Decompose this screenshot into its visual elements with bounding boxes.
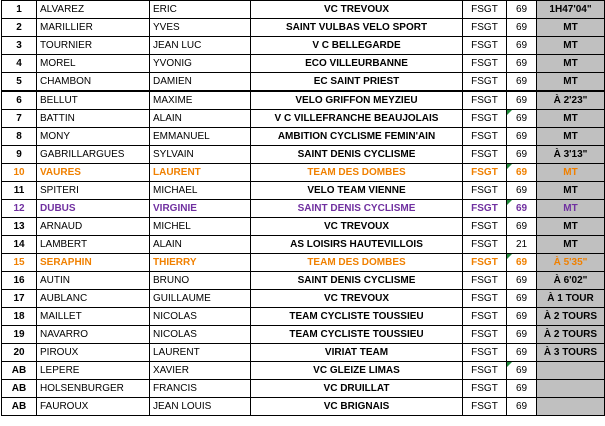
time-cell: MT: [537, 182, 605, 200]
rank-cell: AB: [2, 380, 37, 398]
category-cell: 69: [507, 37, 537, 55]
club-cell: TEAM CYCLISTE TOUSSIEU: [251, 308, 463, 326]
club-cell: V C BELLEGARDE: [251, 37, 463, 55]
last-name-cell: ALVAREZ: [37, 1, 150, 19]
first-name-cell: ALAIN: [150, 236, 251, 254]
category-cell: 69: [507, 128, 537, 146]
first-name-cell: DAMIEN: [150, 73, 251, 92]
comment-marker-icon: [507, 362, 512, 367]
first-name-cell: EMMANUEL: [150, 128, 251, 146]
race-results-table: [1, 0, 605, 416]
last-name-cell: HOLSENBURGER: [37, 380, 150, 398]
table-row: [2, 91, 605, 110]
time-cell: À 5'35": [537, 254, 605, 272]
time-cell: MT: [537, 19, 605, 37]
rank-cell: 7: [2, 110, 37, 128]
category-cell: 69: [507, 164, 537, 182]
comment-marker-icon: [507, 200, 512, 205]
rank-cell: AB: [2, 362, 37, 380]
federation-cell: FSGT: [463, 128, 507, 146]
category-cell: 69: [507, 326, 537, 344]
federation-cell: FSGT: [463, 91, 507, 110]
time-cell: À 3 TOURS: [537, 344, 605, 362]
club-cell: SAINT DENIS CYCLISME: [251, 200, 463, 218]
time-cell: À 2'23": [537, 91, 605, 110]
table-row: [2, 55, 605, 73]
rank-cell: 10: [2, 164, 37, 182]
federation-cell: FSGT: [463, 73, 507, 92]
club-cell: VC BRIGNAIS: [251, 398, 463, 416]
last-name-cell: AUBLANC: [37, 290, 150, 308]
time-cell: MT: [537, 37, 605, 55]
federation-cell: FSGT: [463, 146, 507, 164]
time-cell: [537, 362, 605, 380]
last-name-cell: BATTIN: [37, 110, 150, 128]
federation-cell: FSGT: [463, 380, 507, 398]
time-cell: MT: [537, 128, 605, 146]
last-name-cell: AUTIN: [37, 272, 150, 290]
first-name-cell: SYLVAIN: [150, 146, 251, 164]
time-cell: [537, 380, 605, 398]
last-name-cell: PIROUX: [37, 344, 150, 362]
federation-cell: FSGT: [463, 398, 507, 416]
club-cell: TEAM CYCLISTE TOUSSIEU: [251, 326, 463, 344]
time-cell: MT: [537, 110, 605, 128]
table-row: [2, 146, 605, 164]
table-row: [2, 19, 605, 37]
last-name-cell: LEPERE: [37, 362, 150, 380]
first-name-cell: GUILLAUME: [150, 290, 251, 308]
last-name-cell: MOREL: [37, 55, 150, 73]
rank-cell: 9: [2, 146, 37, 164]
rank-cell: 8: [2, 128, 37, 146]
club-cell: VC DRUILLAT: [251, 380, 463, 398]
rank-cell: 15: [2, 254, 37, 272]
first-name-cell: LAURENT: [150, 164, 251, 182]
rank-cell: 18: [2, 308, 37, 326]
federation-cell: FSGT: [463, 236, 507, 254]
time-cell: À 6'02": [537, 272, 605, 290]
federation-cell: FSGT: [463, 362, 507, 380]
table-row: [2, 182, 605, 200]
first-name-cell: VIRGINIE: [150, 200, 251, 218]
federation-cell: FSGT: [463, 164, 507, 182]
last-name-cell: MAILLET: [37, 308, 150, 326]
federation-cell: FSGT: [463, 254, 507, 272]
rank-cell: 5: [2, 73, 37, 92]
last-name-cell: SERAPHIN: [37, 254, 150, 272]
category-cell: 69: [507, 146, 537, 164]
first-name-cell: THIERRY: [150, 254, 251, 272]
club-cell: ECO VILLEURBANNE: [251, 55, 463, 73]
category-cell: 69: [507, 362, 537, 380]
time-cell: MT: [537, 218, 605, 236]
table-row: [2, 200, 605, 218]
first-name-cell: LAURENT: [150, 344, 251, 362]
category-cell: 69: [507, 1, 537, 19]
category-cell: 69: [507, 91, 537, 110]
last-name-cell: VAURES: [37, 164, 150, 182]
rank-cell: AB: [2, 398, 37, 416]
time-cell: À 1 TOUR: [537, 290, 605, 308]
club-cell: V C VILLEFRANCHE BEAUJOLAIS: [251, 110, 463, 128]
federation-cell: FSGT: [463, 182, 507, 200]
first-name-cell: FRANCIS: [150, 380, 251, 398]
first-name-cell: NICOLAS: [150, 308, 251, 326]
table-row: [2, 344, 605, 362]
table-row: [2, 380, 605, 398]
last-name-cell: ARNAUD: [37, 218, 150, 236]
time-cell: MT: [537, 236, 605, 254]
category-cell: 69: [507, 110, 537, 128]
club-cell: VIRIAT TEAM: [251, 344, 463, 362]
club-cell: VC TREVOUX: [251, 290, 463, 308]
time-cell: MT: [537, 200, 605, 218]
first-name-cell: JEAN LOUIS: [150, 398, 251, 416]
category-cell: 69: [507, 182, 537, 200]
last-name-cell: NAVARRO: [37, 326, 150, 344]
federation-cell: FSGT: [463, 1, 507, 19]
first-name-cell: YVONIG: [150, 55, 251, 73]
time-cell: À 2 TOURS: [537, 326, 605, 344]
club-cell: EC SAINT PRIEST: [251, 73, 463, 92]
category-cell: 69: [507, 55, 537, 73]
rank-cell: 16: [2, 272, 37, 290]
table-row: [2, 110, 605, 128]
club-cell: VELO TEAM VIENNE: [251, 182, 463, 200]
club-cell: VELO GRIFFON MEYZIEU: [251, 91, 463, 110]
time-cell: MT: [537, 73, 605, 92]
rank-cell: 17: [2, 290, 37, 308]
club-cell: TEAM DES DOMBES: [251, 164, 463, 182]
rank-cell: 13: [2, 218, 37, 236]
comment-marker-icon: [507, 254, 512, 259]
category-cell: 69: [507, 272, 537, 290]
table-row: [2, 326, 605, 344]
category-cell: 69: [507, 380, 537, 398]
table-row: [2, 236, 605, 254]
first-name-cell: JEAN LUC: [150, 37, 251, 55]
club-cell: SAINT VULBAS VELO SPORT: [251, 19, 463, 37]
first-name-cell: ERIC: [150, 1, 251, 19]
rank-cell: 3: [2, 37, 37, 55]
table-row: [2, 1, 605, 19]
last-name-cell: CHAMBON: [37, 73, 150, 92]
comment-marker-icon: [507, 110, 512, 115]
time-cell: À 2 TOURS: [537, 308, 605, 326]
federation-cell: FSGT: [463, 218, 507, 236]
category-cell: 69: [507, 19, 537, 37]
table-row: [2, 128, 605, 146]
first-name-cell: MICHEL: [150, 218, 251, 236]
club-cell: TEAM DES DOMBES: [251, 254, 463, 272]
last-name-cell: GABRILLARGUES: [37, 146, 150, 164]
first-name-cell: MICHAEL: [150, 182, 251, 200]
last-name-cell: LAMBERT: [37, 236, 150, 254]
rank-cell: 1: [2, 1, 37, 19]
category-cell: 69: [507, 73, 537, 92]
first-name-cell: MAXIME: [150, 91, 251, 110]
rank-cell: 2: [2, 19, 37, 37]
category-cell: 69: [507, 200, 537, 218]
rank-cell: 20: [2, 344, 37, 362]
club-cell: VC GLEIZE LIMAS: [251, 362, 463, 380]
comment-marker-icon: [507, 164, 512, 169]
last-name-cell: DUBUS: [37, 200, 150, 218]
federation-cell: FSGT: [463, 308, 507, 326]
table-row: [2, 362, 605, 380]
category-cell: 69: [507, 290, 537, 308]
federation-cell: FSGT: [463, 37, 507, 55]
first-name-cell: YVES: [150, 19, 251, 37]
table-row: [2, 73, 605, 92]
time-cell: 1H47'04": [537, 1, 605, 19]
rank-cell: 4: [2, 55, 37, 73]
first-name-cell: BRUNO: [150, 272, 251, 290]
first-name-cell: XAVIER: [150, 362, 251, 380]
time-cell: MT: [537, 164, 605, 182]
federation-cell: FSGT: [463, 344, 507, 362]
table-row: [2, 164, 605, 182]
last-name-cell: BELLUT: [37, 91, 150, 110]
time-cell: MT: [537, 55, 605, 73]
federation-cell: FSGT: [463, 200, 507, 218]
table-row: [2, 218, 605, 236]
rank-cell: 12: [2, 200, 37, 218]
last-name-cell: MARILLIER: [37, 19, 150, 37]
federation-cell: FSGT: [463, 326, 507, 344]
category-cell: 69: [507, 398, 537, 416]
last-name-cell: SPITERI: [37, 182, 150, 200]
federation-cell: FSGT: [463, 290, 507, 308]
federation-cell: FSGT: [463, 110, 507, 128]
club-cell: VC TREVOUX: [251, 1, 463, 19]
club-cell: VC TREVOUX: [251, 218, 463, 236]
category-cell: 21: [507, 236, 537, 254]
rank-cell: 11: [2, 182, 37, 200]
rank-cell: 6: [2, 91, 37, 110]
category-cell: 69: [507, 344, 537, 362]
table-row: [2, 37, 605, 55]
club-cell: AS LOISIRS HAUTEVILLOIS: [251, 236, 463, 254]
last-name-cell: FAUROUX: [37, 398, 150, 416]
results-body: [2, 1, 605, 416]
federation-cell: FSGT: [463, 55, 507, 73]
club-cell: SAINT DENIS CYCLISME: [251, 272, 463, 290]
category-cell: 69: [507, 218, 537, 236]
table-row: [2, 290, 605, 308]
club-cell: AMBITION CYCLISME FEMIN'AIN: [251, 128, 463, 146]
federation-cell: FSGT: [463, 272, 507, 290]
table-row: [2, 398, 605, 416]
federation-cell: FSGT: [463, 19, 507, 37]
time-cell: À 3'13": [537, 146, 605, 164]
table-row: [2, 272, 605, 290]
table-row: [2, 308, 605, 326]
rank-cell: 14: [2, 236, 37, 254]
last-name-cell: TOURNIER: [37, 37, 150, 55]
first-name-cell: NICOLAS: [150, 326, 251, 344]
last-name-cell: MONY: [37, 128, 150, 146]
category-cell: 69: [507, 308, 537, 326]
table-row: [2, 254, 605, 272]
club-cell: SAINT DENIS CYCLISME: [251, 146, 463, 164]
first-name-cell: ALAIN: [150, 110, 251, 128]
rank-cell: 19: [2, 326, 37, 344]
category-cell: 69: [507, 254, 537, 272]
time-cell: [537, 398, 605, 416]
